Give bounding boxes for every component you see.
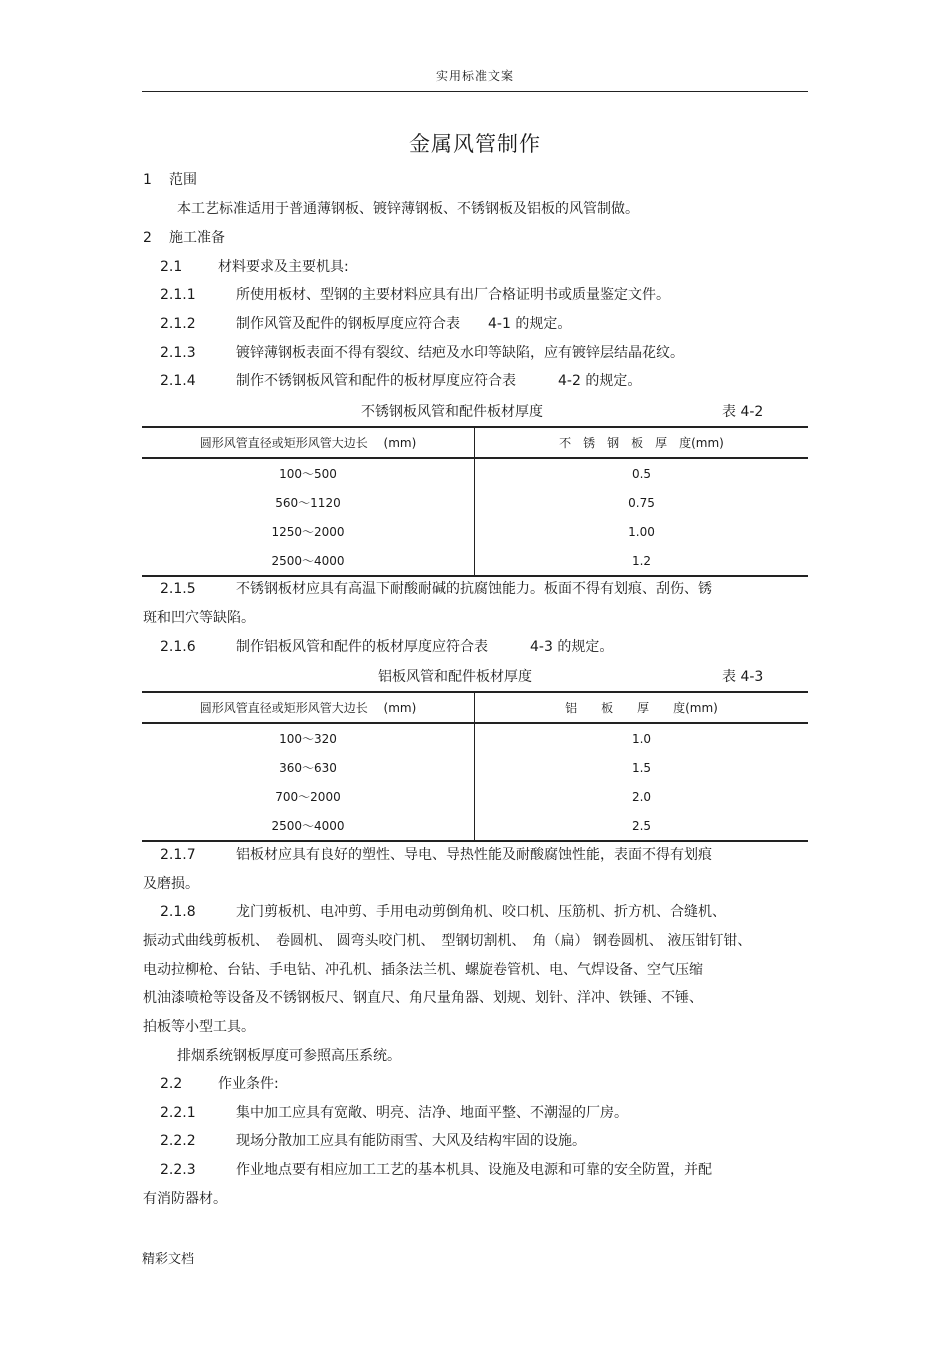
section-text: 制作风管及配件的钢板厚度应符合表 4-1 的规定。 — [236, 316, 572, 332]
section-2-1-8-line-4: 机油漆喷枪等设备及不锈钢板尺、钢直尺、角尺量角器、划规、划针、洋冲、铁锤、不锤、 — [143, 990, 703, 1006]
section-number: 2.1.3 — [160, 345, 196, 361]
table-cell-thickness: 1.0 — [631, 731, 652, 746]
section-2-1-3 — [160, 344, 684, 362]
section-1-paragraph: 本工艺标准适用于普通薄钢板、镀锌薄钢板、不锈钢板及铝板的风管制做。 — [177, 201, 639, 217]
section-text: 作业地点要有相应加工工艺的基本机具、设施及电源和可靠的安全防置，并配 — [236, 1162, 712, 1178]
section-number: 2 — [143, 230, 152, 246]
table-cell-size: 360～630 — [142, 753, 475, 782]
smoke-exhaust-note: 排烟系统钢板厚度可参照高压系统。 — [177, 1048, 401, 1064]
table-cell-size: 700～2000 — [142, 782, 475, 811]
section-text: 不锈钢板材应具有高温下耐酸耐碱的抗腐蚀能力。板面不得有划痕、刮伤、锈 — [236, 581, 712, 597]
table-cell-size: 2500～4000 — [142, 811, 475, 841]
section-2-2-3 — [160, 1161, 712, 1179]
section-text: 制作不锈钢板风管和配件的板材厚度应符合表 4-2 的规定。 — [236, 373, 642, 389]
section-text: 施工准备 — [169, 230, 225, 246]
section-text: 铝板材应具有良好的塑性、导电、导热性能及耐酸腐蚀性能，表面不得有划痕 — [236, 847, 712, 863]
table-cell-size: 2500～4000 — [142, 546, 475, 576]
section-2-2-1 — [160, 1104, 628, 1122]
table-header-row — [142, 427, 808, 458]
header-rule — [142, 91, 808, 92]
table-cell-thickness: 1.2 — [475, 546, 809, 576]
section-text: 范围 — [169, 172, 197, 188]
table-row — [142, 517, 808, 546]
table-cell-thickness: 0.75 — [628, 495, 655, 510]
section-2-2 — [160, 1075, 279, 1093]
section-2-1-8 — [160, 903, 726, 921]
section-number: 2.1.2 — [160, 316, 196, 332]
table-4-3-caption: 铝板风管和配件板材厚度 — [378, 669, 532, 685]
table-row — [142, 811, 808, 841]
table-cell-size: 560～1120 — [142, 488, 475, 517]
section-number: 2.1.5 — [160, 581, 196, 597]
section-number: 2.1.8 — [160, 904, 196, 920]
table-row — [142, 753, 808, 782]
section-number: 2.1.7 — [160, 847, 196, 863]
column-header-size: 圆形风管直径或矩形风管大边长 (mm) — [142, 692, 475, 723]
table-cell-thickness: 2.0 — [631, 789, 652, 804]
table-row — [142, 488, 808, 517]
section-number: 2.2.2 — [160, 1133, 196, 1149]
column-header-thickness: 不 锈 钢 板 厚 度(mm) — [475, 427, 809, 458]
table-row — [142, 458, 808, 488]
table-4-3 — [142, 691, 808, 842]
table-row — [142, 723, 808, 753]
page-header: 实用标准文案 — [435, 69, 514, 83]
section-text: 制作铝板风管和配件的板材厚度应符合表 4-3 的规定。 — [236, 639, 614, 655]
table-row — [142, 782, 808, 811]
section-text: 镀锌薄钢板表面不得有裂纹、结疤及水印等缺陷，应有镀锌层结晶花纹。 — [236, 345, 684, 361]
table-4-2-label: 表 4-2 — [722, 404, 764, 420]
table-4-2 — [142, 426, 808, 577]
document-title: 金属风管制作 — [409, 132, 541, 156]
section-2-1-7-continued: 及磨损。 — [143, 876, 199, 892]
section-2-1-8-line-2: 振动式曲线剪板机、 卷圆机、 圆弯头咬门机、 型钢切割机、 角（扁） 钢卷圆机、 液压钳钉钳、 — [143, 933, 752, 949]
section-2-2-2 — [160, 1132, 586, 1150]
section-2-1-5-continued: 斑和凹穴等缺陷。 — [143, 610, 255, 626]
section-text: 材料要求及主要机具: — [218, 259, 349, 275]
section-2-1-4 — [160, 372, 641, 390]
section-2-1-6 — [160, 638, 613, 656]
section-2-1-2 — [160, 315, 571, 333]
section-2-2-3-continued: 有消防器材。 — [143, 1191, 227, 1207]
section-number: 1 — [143, 172, 152, 188]
section-2-1 — [160, 258, 349, 276]
section-2-1-8-line-5: 拍板等小型工具。 — [143, 1019, 255, 1035]
section-2-1-8-line-3: 电动拉柳枪、台钻、手电钻、冲孔机、插条法兰机、螺旋卷管机、电、气焊设备、空气压缩 — [143, 962, 703, 978]
section-number: 2.2.1 — [160, 1105, 196, 1121]
section-number: 2.2 — [160, 1076, 183, 1092]
section-number: 2.1.4 — [160, 373, 196, 389]
section-1-heading — [143, 171, 197, 189]
column-header-size: 圆形风管直径或矩形风管大边长 (mm) — [142, 427, 475, 458]
section-text: 现场分散加工应具有能防雨雪、大风及结构牢固的设施。 — [236, 1133, 586, 1149]
page-footer: 精彩文档 — [142, 1252, 195, 1267]
table-4-2-caption: 不锈钢板风管和配件板材厚度 — [361, 404, 543, 420]
table-cell-size: 100～500 — [142, 458, 475, 488]
table-row — [142, 546, 808, 576]
section-2-1-5 — [160, 580, 712, 598]
table-cell-thickness: 1.00 — [628, 524, 655, 539]
section-2-1-1 — [160, 286, 670, 304]
column-header-thickness: 铝 板 厚 度(mm) — [475, 692, 809, 723]
section-text: 作业条件: — [218, 1076, 279, 1092]
table-cell-thickness: 1.5 — [631, 760, 652, 775]
section-number: 2.1.1 — [160, 287, 196, 303]
table-4-3-label: 表 4-3 — [722, 669, 764, 685]
table-cell-size: 1250～2000 — [142, 517, 475, 546]
section-number: 2.1 — [160, 259, 183, 275]
section-text: 集中加工应具有宽敞、明亮、洁净、地面平整、不潮湿的厂房。 — [236, 1105, 628, 1121]
table-header-row — [142, 692, 808, 723]
section-2-heading — [143, 229, 225, 247]
section-number: 2.1.6 — [160, 639, 196, 655]
table-cell-thickness: 0.5 — [631, 466, 652, 481]
table-cell-size: 100～320 — [142, 723, 475, 753]
table-cell-thickness: 2.5 — [475, 811, 809, 841]
section-2-1-7 — [160, 846, 712, 864]
section-text: 龙门剪板机、电冲剪、手用电动剪倒角机、咬口机、压筋机、折方机、合缝机、 — [236, 904, 726, 920]
section-text: 所使用板材、型钢的主要材料应具有出厂合格证明书或质量鉴定文件。 — [236, 287, 670, 303]
section-number: 2.2.3 — [160, 1162, 196, 1178]
